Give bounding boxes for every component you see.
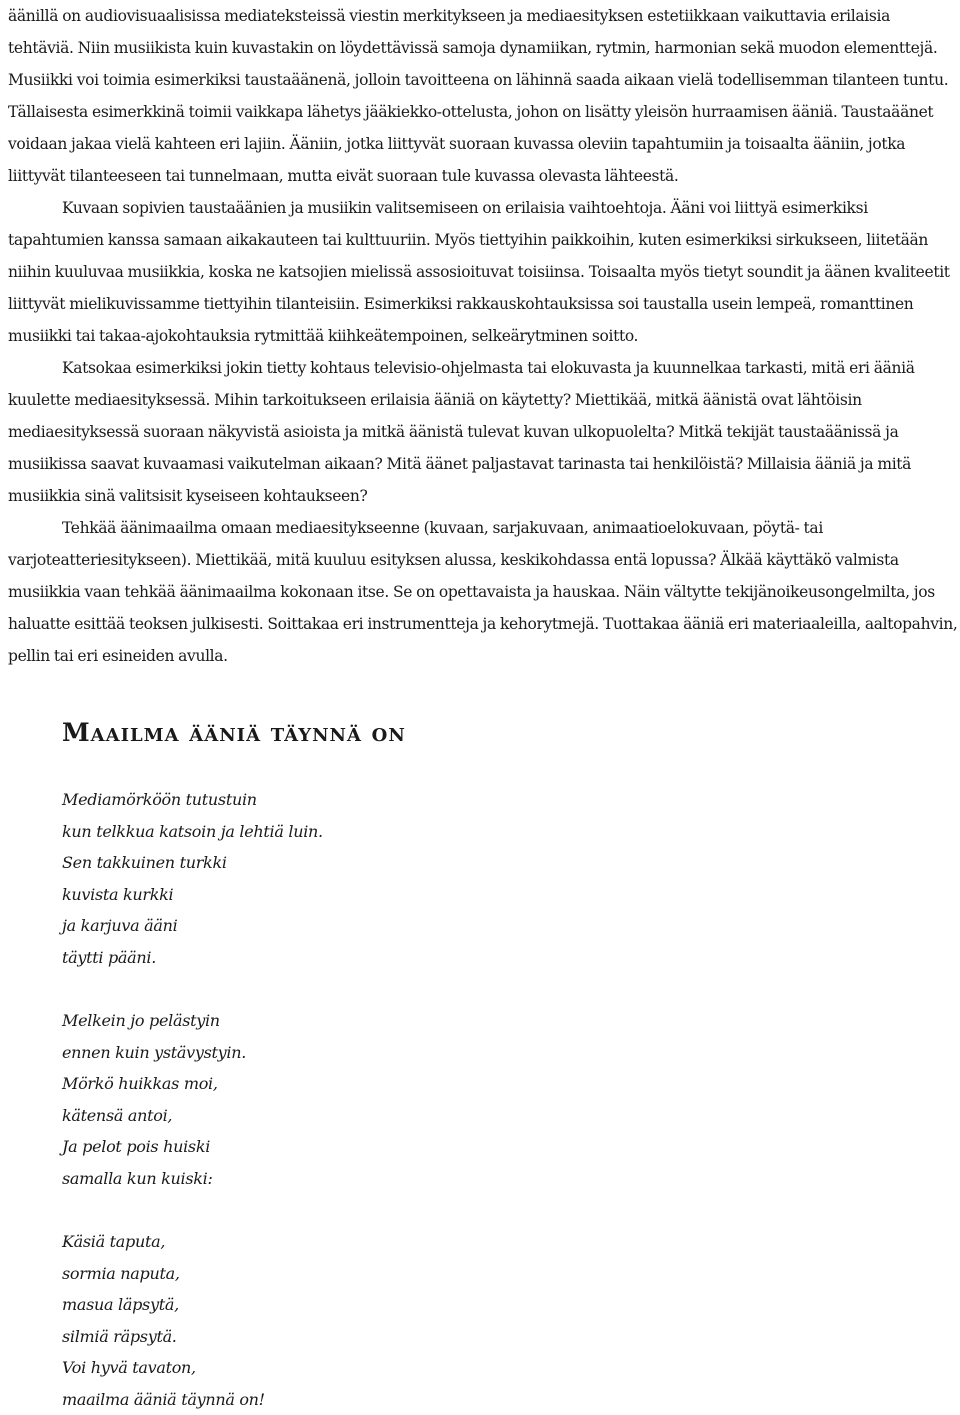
poem-line: kätensä antoi, [62,1105,173,1125]
poem-line: masua läpsytä, [62,1295,179,1314]
poem-line: silmiä räpsytä. [62,1326,177,1346]
paragraph: äänillä on audiovisuaalisissa mediateksteissä viestin merkitykseen ja mediaesityksen estetiikkaan vaikuttavia erilaisia tehtäviä. Niin musiikista kuin kuvastakin on löydettävissä samoja dynamiikan, rytmin, harmonian sekä muodon elementtejä. Musiikki voi toimia esimerkiksi taustaäänenä, jolloin tavoitteena on lähinnä saada aikaan vielä todellisemman tilanteen tuntu. Tällaisesta esimerkkinä toimii vaikkapa lähetys jääkiekko-ottelusta, johon on lisätty yleisön hurraamisen ääniä. Taustaäänet voidaan jakaa vielä kahteen eri lajiin. Ääniin, jotka liittyvät suoraan kuvassa oleviin tapahtumiin ja toisaalta ääniin, jotka liittyvät tilanteeseen tai tunnelmaan, mutta eivät suoraan tule kuvassa olevasta lähteestä. [8,7,949,185]
poem-line: ennen kuin ystävystyin. [62,1042,247,1062]
poem-line: kun telkkua katsoin ja lehtiä luin. [62,821,323,841]
poem [62,784,323,1415]
poem-line: ja karjuva ääni [62,916,178,935]
poem-line: samalla kun kuiski: [62,1168,213,1188]
poem-line: Melkein jo pelästyin [62,1011,220,1030]
paragraph: Kuvaan sopivien taustaäänien ja musiikin valitsemiseen on erilaisia vaihtoehtoja. Ääni voi liittyä esimerkiksi tapahtumien kanssa samaan aikakauteen tai kulttuuriin. Myös tiettyihin paikkoihin, kuten esimerkiksi sirkukseen, liitetään niihin kuuluvaa musiikkia, koska ne katsojien mielissä assosioituvat toisiinsa. Toisaalta myös tietyt soundit ja äänen kvaliteetit liittyvät mielikuvissamme tiettyihin tilanteisiin. Esimerkiksi rakkauskohtauksissa soi taustalla usein lempeä, romanttinen musiikki tai takaa-ajokohtauksia rytmittää kiihkeätempoinen, selkeärytminen soitto. [8,199,950,345]
body-text [8,0,958,672]
poem-line: Mörkö huikkas moi, [62,1074,218,1093]
poem-line: Voi hyvä tavaton, [62,1358,196,1377]
document-page [8,0,958,1409]
poem-line: Sen takkuinen turkki [62,853,227,872]
poem-line: Käsiä taputa, [62,1232,166,1251]
poem-line: maailma ääniä täynnä on! [62,1389,265,1409]
poem-line: Mediamörköön tutustuin [62,790,257,809]
paragraph: Katsokaa esimerkiksi jokin tietty kohtaus televisio-ohjelmasta tai elokuvasta ja kuunnelkaa tarkasti, mitä eri ääniä kuulette mediaesityksessä. Mihin tarkoitukseen erilaisia ääniä on käytetty? Miettikää, mitkä äänistä ovat lähtöisin mediaesityksessä suoraan näkyvistä asioista ja mitkä äänistä tulevat kuvan ulkopuolelta? Mitkä tekijät taustaäänissä ja musiikissa saavat kuvaamasi vaikutelman aikaan? Mitä äänet paljastavat tarinasta tai henkilöistä? Millaisia ääniä ja mitä musiikkia sinä valitsisit kyseiseen kohtaukseen? [8,359,915,505]
poem-line: sormia naputa, [62,1263,180,1283]
poem-stanza [62,1226,323,1415]
paragraph: Tehkää äänimaailma omaan mediaesitykseenne (kuvaan, sarjakuvaan, animaatioelokuvaan, pöytä- tai varjoteatteriesitykseen). Miettikää, mitä kuuluu esityksen alussa, keskikohdassa entä lopussa? Älkää käyttäkö valmista musiikkia vaan tehkää äänimaailma kokonaan itse. Se on opettavaista ja hauskaa. Näin vältytte tekijänoikeusongelmilta, jos haluatte esittää teoksen julkisesti. Soittakaa eri instrumentteja ja kehorytmejä. Tuottakaa ääniä eri materiaaleilla, aaltopahvin, pellin tai eri esineiden avulla. [8,519,958,665]
poem-stanza [62,1005,323,1194]
poem-line: kuvista kurkki [62,884,174,904]
poem-stanza [62,784,323,973]
poem-line: Ja pelot pois huiski [62,1137,211,1156]
poem-title: Maailma ääniä täynnä on [62,718,406,747]
poem-line: täytti pääni. [62,947,156,967]
